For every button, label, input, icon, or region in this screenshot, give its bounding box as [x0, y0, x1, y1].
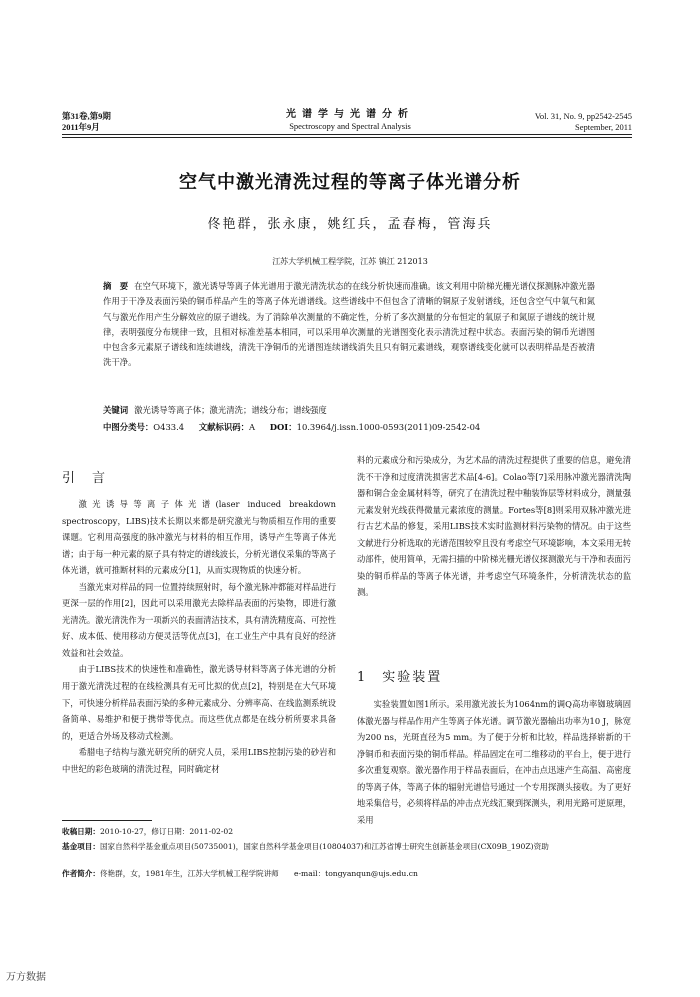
- paragraph: 由于LIBS技术的快速性和准确性，激光诱导材料等离子体光谱的分析用于激光清洗过程的在线检测具有无可比拟的优点[2]，特别是在大气环境下，可快速分析样品表面污染的多种元素成分、分辨率高、在线监测系统设备简单、易维护和便于携带等优点。而这些优点都是在线分析所要求具备的，更适合外场及移动式检测。: [62, 664, 336, 741]
- classification-line: [103, 421, 595, 433]
- header-left: [62, 111, 111, 133]
- fund-text: 国家自然科学基金重点项目(50735001)，国家自然科学基金项目(10804037)和江苏省博士研究生创新基金项目(CX09B_190Z)资助: [99, 842, 549, 851]
- header-right: [535, 111, 632, 133]
- abstract-text: 在空气环境下，激光诱导等离子体光谱用于激光清洗状态的在线分析快速而准确。该文利用中阶梯光栅光谱仪探测脉冲激光器作用于干净及表面污染的铜币样品产生的等离子体光谱谱线。这些谱线中不但包含了清晰的铜原子发射谱线，还包含空气中氧气和氮气与激光作用产生分解效应的原子谱线。为了消除单次测量的不确定性，分析了多次测量的分布恒定的氧原子和氮原子谱线的统计规律，表明强度分布规律一致，且相对标准差基本相同，可以采用单次测量的光谱图变化表示清洗过程中状态。表面污染的铜币光谱图中包含多元素原子谱线和连续谱线，清洗干净铜币的光谱图连续谱线消失且只有铜元素谱线，观察谱线变化就可以表明样品是否被清洗干净。: [103, 281, 595, 368]
- footnote-author: [62, 867, 632, 880]
- doi-label: DOI：: [269, 422, 297, 432]
- paragraph: 当激光束对样品的同一位置持续照射时，每个激光脉冲都能对样品进行更深一层的作用[2]，因此可以采用激光去除样品表面的污染物，即进行激光清洗。激光清洗作为一项新兴的表面清洁技术，具有清洗精度高、可控性好、成本低、使用移动方便灵活等优点[3]，在工业生产中具有良好的经济效益和社会效益。: [62, 581, 336, 658]
- footnote-received: [62, 825, 632, 838]
- journal-name: [200, 109, 500, 132]
- left-column: [62, 496, 336, 777]
- received-text: 2010-10-27，修订日期：2011-02-02: [99, 827, 234, 836]
- paragraph: 料的元素成分和污染成分，为艺术品的清洗过程提供了重要的信息，避免清洗不干净和过度清洗损害艺术品[4-6]。Colao等[7]采用脉冲激光器清洗陶器和铜合金金属材料等，研究了在清洗过程中釉装饰层等材料成分，测量强元素发射光线获得微量元素浓度的测量。Fortes等[8]则采用双脉冲激光进行古艺术品的修复，采用LIBS技术实时监测材料污染物的情况。由于这些文献进行分析选取的光谱范围较窄且没有考虑空气环境影响，本文采用无转动部件，使用简单，无需扫描的中阶梯光栅光谱仪探测激光与干净和表面污染的铜币样品的等离子体光谱，并考虑空气环境条件，分析清洗状态的监测。: [357, 455, 631, 598]
- affiliation: 江苏大学机械工程学院，江苏 镇江 212013: [272, 257, 428, 266]
- volume-pages: Vol. 31, No. 9, pp2542-2545: [534, 111, 632, 121]
- clc-value: O433.4: [153, 422, 185, 432]
- paragraph: 实验装置如图1所示。采用激光波长为1064nm的调Q高功率铷玻璃固体激光器与样品作用产生等离子体光谱。调节激光器输出功率为10 J，脉宽为200 ns，光斑直径为5 mm。为了便于分析和比较，样品选择崭新的干净铜币和表面污染的铜币样品。样品固定在可二维移动的平台上，便于进行多次重复观察。激光器作用于样品表面后，在冲击点迅速产生高温、高密度的等离子体，等离子体的辐射光谱信号通过一个专用探测头接收。为了更好地采集信号，必须将样品的冲击点光线汇聚到探测头，利用光路可逆原理，采用: [357, 699, 631, 825]
- fund-label: 基金项目：: [62, 842, 100, 851]
- journal-name-cn: 光谱学与光谱分析: [286, 109, 414, 120]
- author-bio-label: 作者简介：: [62, 869, 100, 878]
- paragraph: 激光诱导等离子体光谱(laser induced breakdown spectroscopy，LIBS)技术长期以来都是研究激光与物质相互作用的重要课题。它利用高强度的脉冲激光与材料的相互作用，诱导产生等离子体光谱；由于每一种元素的原子具有特定的谱线波长，分析光谱仪采集的等离子体光谱，就可推断材料的元素成分[1]，从而实现物质的快速分析。: [62, 499, 336, 576]
- header-rule-thin: [62, 137, 632, 138]
- header-rule: [62, 134, 632, 135]
- doc-code-value: A: [249, 422, 256, 432]
- right-column: [357, 452, 631, 601]
- keywords: [103, 404, 595, 416]
- keywords-text: 激光诱导等离子体；激光清洗；谱线分布；谱线强度: [134, 405, 327, 415]
- article-title: 空气中激光清洗过程的等离子体光谱分析: [179, 172, 521, 193]
- footnote-fund: [62, 840, 632, 853]
- doc-code-label: 文献标识码：: [198, 422, 250, 432]
- volume-issue: 第31卷,第9期: [62, 111, 111, 121]
- publication-month: September, 2011: [575, 122, 632, 132]
- author-bio-text: 佟艳群，女，1981年生，江苏大学机械工程学院讲师 e-mail：tongyanqun@ujs.edu.cn: [99, 869, 418, 878]
- journal-name-en: Spectroscopy and Spectral Analysis: [289, 121, 411, 131]
- received-label: 收稿日期：: [62, 827, 100, 836]
- abstract-label: 摘 要: [103, 281, 129, 291]
- clc-label: 中图分类号：: [103, 422, 154, 432]
- section-heading-intro: 引 言: [62, 471, 108, 486]
- keywords-label: 关键词: [103, 405, 129, 415]
- watermark: 万方数据: [6, 972, 46, 983]
- abstract: [103, 279, 595, 371]
- author-list: 佟艳群，张永康，姚红兵，孟春梅，管海兵: [207, 217, 493, 232]
- right-column-experiment: [357, 696, 631, 828]
- paragraph: 希腊电子结构与激光研究所的研究人员，采用LIBS控制污染的砂岩和中世纪的彩色玻璃的清洗过程，同时确定材: [62, 747, 336, 774]
- publication-date: 2011年9月: [62, 122, 100, 132]
- section-heading-experiment: 1 实验装置: [357, 670, 443, 685]
- footnote-rule: [62, 820, 152, 821]
- doi-value: 10.3964/j.issn.1000-0593(2011)09-2542-04: [296, 422, 481, 432]
